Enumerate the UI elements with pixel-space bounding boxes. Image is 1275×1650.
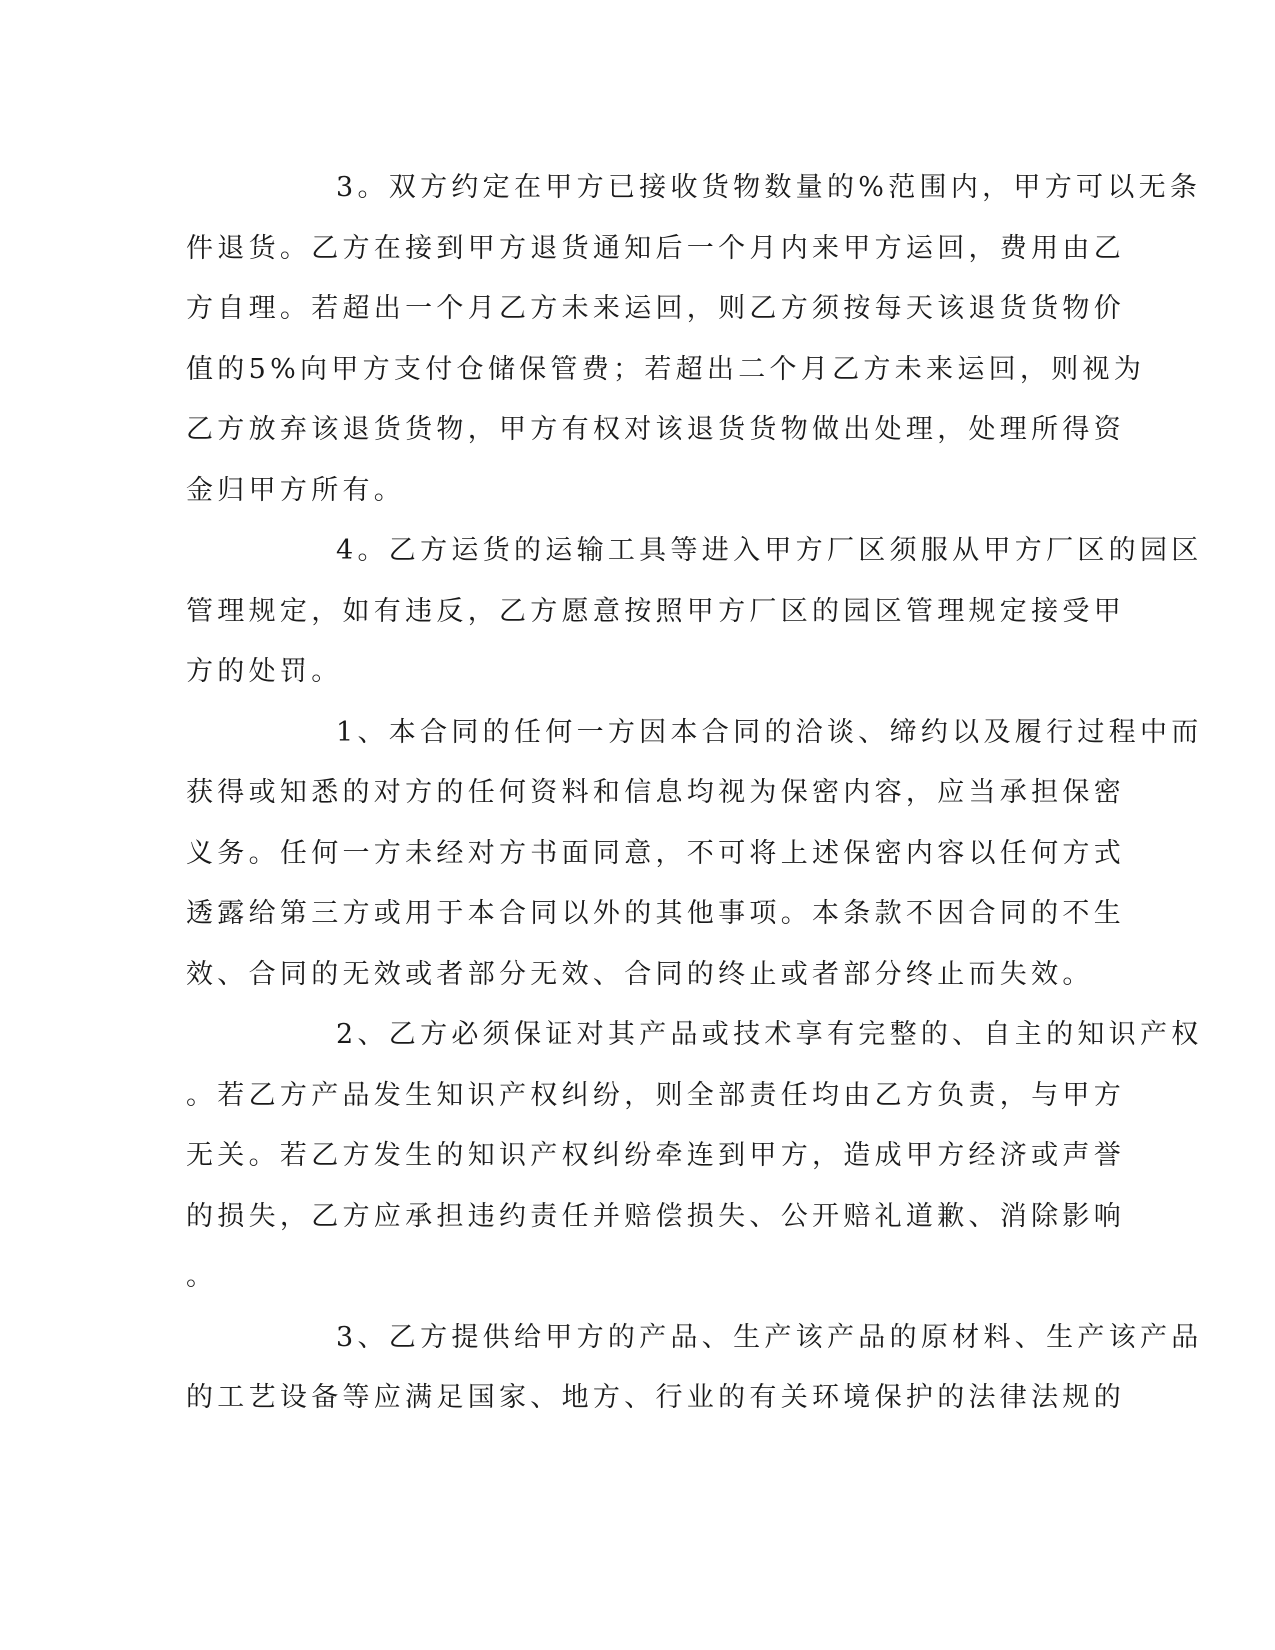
text-line: 无关。若乙方发生的知识产权纠纷牵连到甲方，造成甲方经济或声誉 (186, 1140, 1125, 1171)
paragraph-1-confidentiality (186, 703, 1203, 1006)
text-line: 方自理。若超出一个月乙方未来运回，则乙方须按每天该退货货物价 (186, 293, 1125, 324)
text-line: 3。双方约定在甲方已接收货物数量的%范围内，甲方可以无条 (336, 172, 1202, 203)
text-line: 效、合同的无效或者部分无效、合同的终止或者部分终止而失效。 (186, 958, 1094, 990)
text-line: 获得或知悉的对方的任何资料和信息均视为保密内容，应当承担保密 (186, 777, 1125, 808)
text-line: 的损失，乙方应承担违约责任并赔偿损失、公开赔礼道歉、消除影响 (186, 1200, 1125, 1232)
text-line: 的工艺设备等应满足国家、地方、行业的有关环境保护的法律法规的 (186, 1382, 1125, 1413)
text-line: 4。乙方运货的运输工具等进入甲方厂区须服从甲方厂区的园区 (336, 535, 1203, 566)
text-line: 3、乙方提供给甲方的产品、生产该产品的原材料、生产该产品 (336, 1321, 1203, 1353)
text-line: 1、本合同的任何一方因本合同的洽谈、缔约以及履行过程中而 (336, 716, 1203, 748)
text-line: 。若乙方产品发生知识产权纠纷，则全部责任均由乙方负责，与甲方 (186, 1079, 1125, 1111)
paragraph-2-intellectual-property (186, 1005, 1203, 1308)
paragraph-3-return-goods (186, 158, 1202, 521)
paragraph-4-transport-rules (186, 521, 1203, 703)
text-line: 乙方放弃该退货货物，甲方有权对该退货货物做出处理，处理所得资 (186, 414, 1125, 445)
text-line: 金归甲方所有。 (186, 474, 406, 506)
text-line: 管理规定，如有违反，乙方愿意按照甲方厂区的园区管理规定接受甲 (186, 595, 1125, 627)
text-line: 2、乙方必须保证对其产品或技术享有完整的、自主的知识产权 (336, 1019, 1203, 1050)
text-line: 值的5%向甲方支付仓储保管费；若超出二个月乙方未来运回，则视为 (186, 353, 1146, 385)
text-line: 透露给第三方或用于本合同以外的其他事项。本条款不因合同的不生 (186, 898, 1125, 929)
text-line: 义务。任何一方未经对方书面同意，不可将上述保密内容以任何方式 (186, 837, 1125, 869)
document-body (186, 158, 1203, 1429)
text-line: 方的处罚。 (186, 656, 343, 687)
text-line: 件退货。乙方在接到甲方退货通知后一个月内来甲方运回，费用由乙 (186, 232, 1125, 264)
paragraph-3-environmental (186, 1308, 1203, 1429)
text-line: 。 (186, 1261, 218, 1292)
